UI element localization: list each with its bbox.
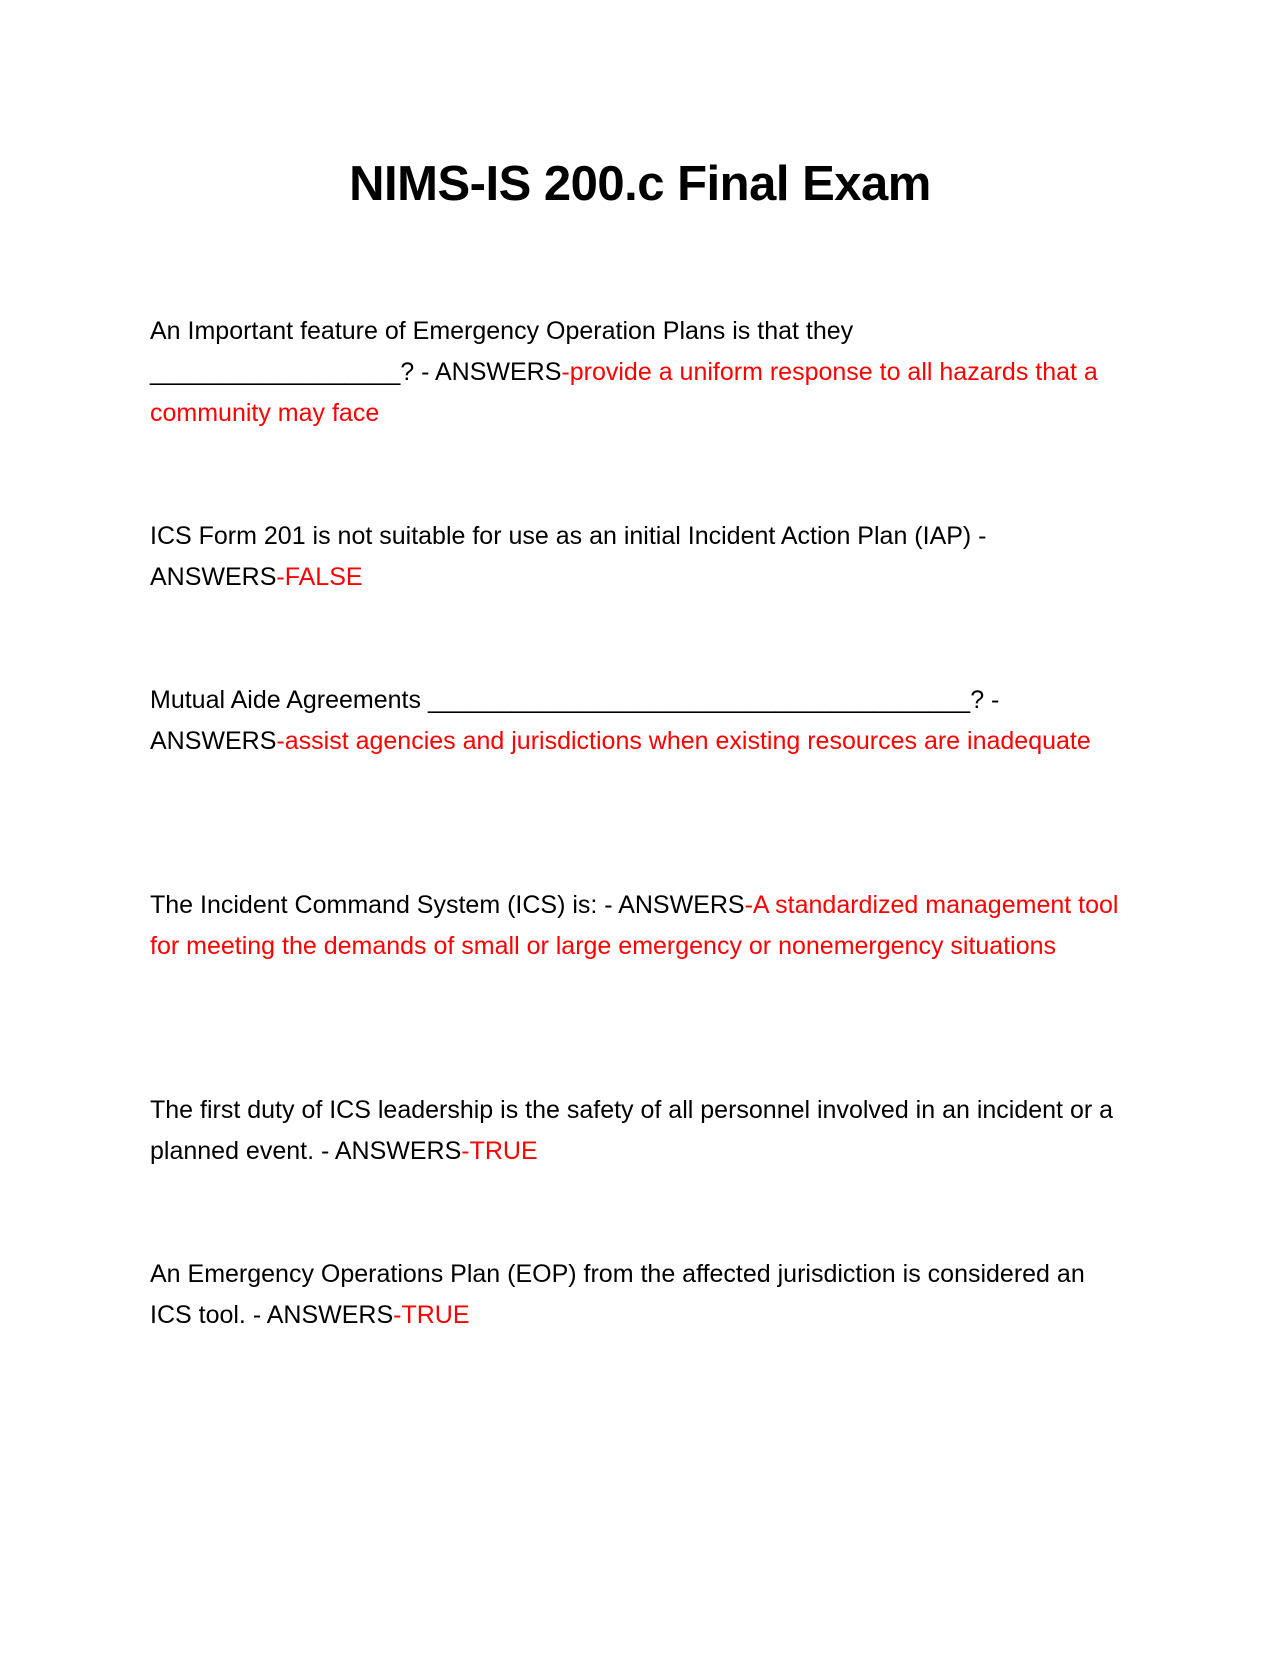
question-item-1 bbox=[150, 311, 1120, 434]
answer-text: -assist agencies and jurisdictions when existing resources are inadequate bbox=[276, 727, 1091, 755]
question-item-3 bbox=[150, 680, 1120, 762]
answer-text: -FALSE bbox=[276, 563, 363, 591]
question-item-5 bbox=[150, 1090, 1120, 1172]
question-text: Mutual Aide Agreements _______________________________________? - ANSWERS bbox=[150, 686, 1000, 755]
answer-text: -TRUE bbox=[393, 1301, 470, 1329]
question-item-6 bbox=[150, 1254, 1120, 1336]
question-text: An Emergency Operations Plan (EOP) from the affected jurisdiction is considered an ICS tool. - ANSWERS bbox=[150, 1260, 1092, 1329]
question-text: An Important feature of Emergency Operation Plans is that they __________________? - ANSWERS bbox=[150, 317, 854, 386]
question-text: The first duty of ICS leadership is the safety of all personnel involved in an incident or a planned event. - ANSWERS bbox=[150, 1096, 1120, 1165]
answer-text: -provide a uniform response to all hazards that a community may face bbox=[150, 358, 1105, 427]
question-item-4 bbox=[150, 885, 1126, 967]
answer-text: -TRUE bbox=[461, 1137, 538, 1165]
question-text: ICS Form 201 is not suitable for use as an initial Incident Action Plan (IAP) - ANSWERS bbox=[150, 522, 987, 591]
question-item-2 bbox=[150, 516, 1120, 598]
answer-text: -A standardized management tool for meeting the demands of small or large emergency or nonemergency situations bbox=[150, 891, 1126, 960]
page-title: NIMS-IS 200.c Final Exam bbox=[349, 157, 931, 211]
question-text: The Incident Command System (ICS) is: - ANSWERS bbox=[150, 891, 745, 919]
